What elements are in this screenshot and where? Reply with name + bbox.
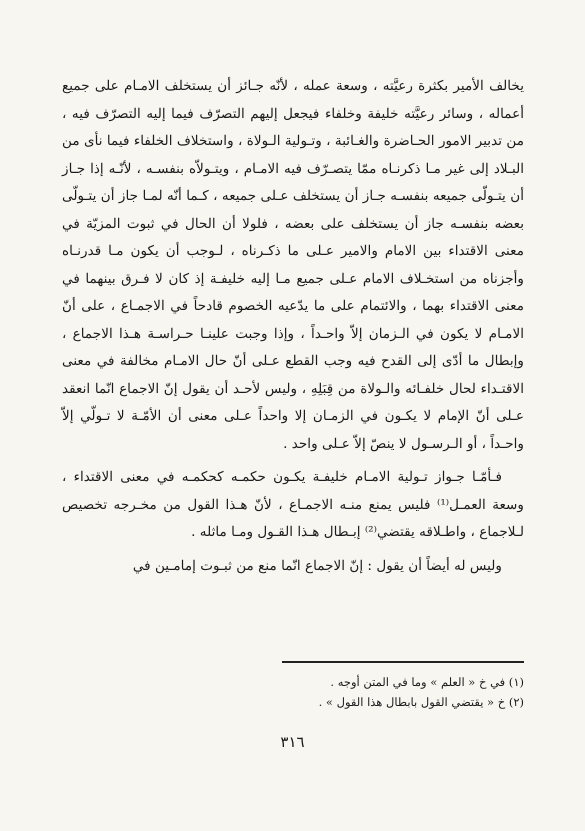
- footnote-separator: [282, 661, 524, 663]
- page-number: ٣١٦: [280, 733, 305, 751]
- paragraph-2: فـأمّـا جـواز تـولية الامـام خليفـة يكـون حكمـه كحكمـه في معنى الاقتداء ، وسعة العمـل⁽¹⁾ فليس يمنع منـه الاجمـاع ، لأنّ هـذا القول من مخـرجه تخصيص لـلاجماع ، واطـلاقه يقتضي⁽²⁾ إبـطال هـذا القـول ومـا ماثله .: [62, 469, 524, 540]
- footnote-1: (١) في خ « العلم » وما في المتن أوجه .: [330, 675, 524, 689]
- main-text: [62, 73, 524, 580]
- footnotes: [62, 672, 524, 712]
- paragraph-3: وليس له أيضاً أن يقول : إنّ الاجماع انّما منع من ثبـوت إمامـين في: [132, 557, 502, 574]
- footnote-2: (٢) خ « يقتضي القول بابطال هذا القول » .: [318, 695, 524, 709]
- paragraph-1: يخالف الأمير بكثرة رعيَّته ، وسعة عمله ، لأنّه جـائز أن يستخلف الامـام على جميع أعماله ، وسائر رعيَّته خليفة وخلفاء فيجعل إليهم التصرّف فيما إليه التصرّف فيه ، من تدبير الامور الحـاضرة والغـائبة ، وتـولية الـولاة ، واستخلاف الخلفاء فيما نأى من البـلاد إلى غير مـا ذكرنـاه ممّا يتصـرّف فيه الامـام ، ويتـولاّه بنفسـه ، لأنّـه إذا جـاز أن يتـولّى جميعه بنفسـه جـاز أن يستخلف عـلى جميعه ، كـما أنّه لمـا جاز أن يتـولّى بعضه بنفسـه جاز أن يستخلف على بعضه ، فلولا أن الحال في ثبوت المزيّة في معنى الاقتداء بين الامام والامير عـلى ما ذكـرناه ، لـوجب أن يكون مـا قدرنـاه وأجزناه من استخـلاف الامام عـلى جميع مـا إليه خليفـة إذ كان لا فـرق بينهما في معنى الاقتداء بهما ، والائتمام على ما يدّعيه الخصوم قادحاً في الاجمـاع ، على أنّ الامـام لا يكون في الـزمان إلاّ واحـداً ، وإذا وجبت علينـا حـراسـة هـذا الاجماع ، وإبطال ما أدّى إلى القدح فيه وجب القطع عـلى أنّ حال الامـام مخالفة في معنى الاقتـداء لحال خلفـائه والـولاة من قِبَلِهِ ، وليس لأحـد أن يقول إنّ الاجماع انّما انعقد عـلى أنّ الإمام لا يكـون في الزمـان إلا واحداً عـلى معنى أن الأمّـة لا تـولّي إلاّ واحـداً ، أو الـرسـول لا ينصّ إلاّ عـلى واحد .: [62, 78, 524, 452]
